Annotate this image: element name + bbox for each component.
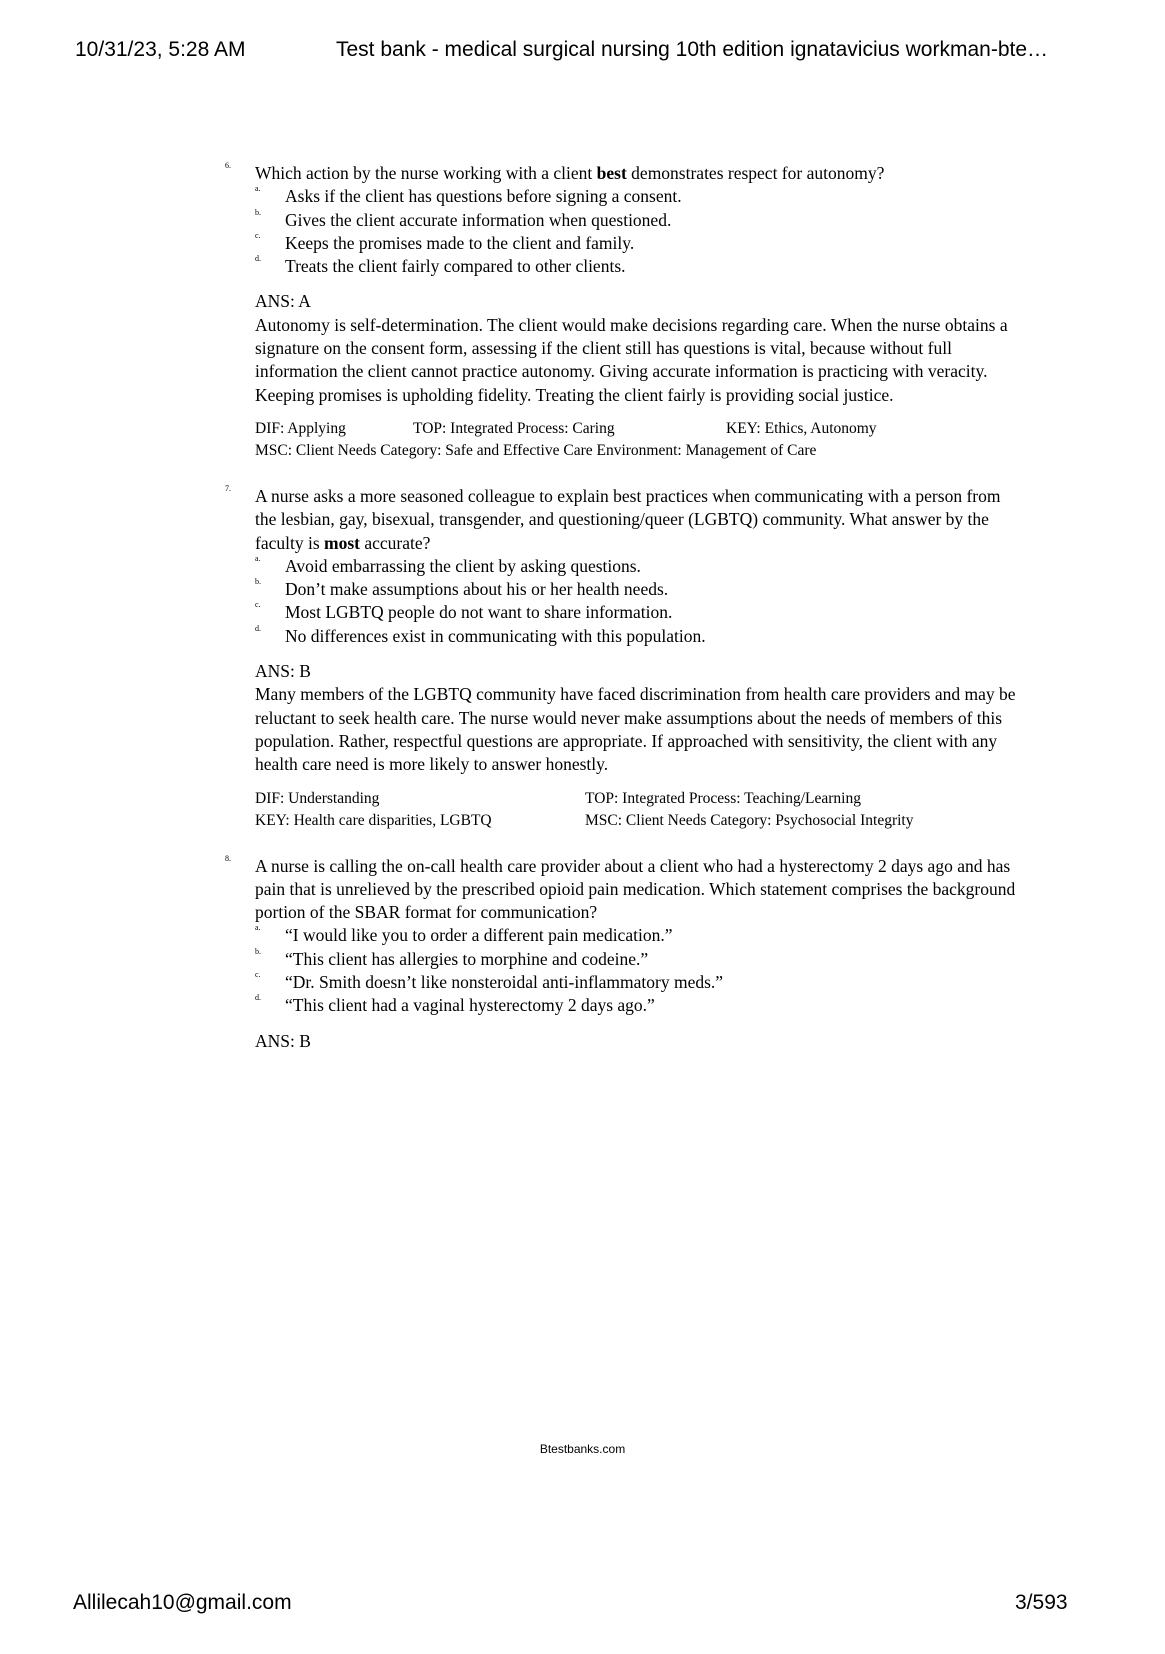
- question-stem: A nurse asks a more seasoned colleague to explain best practices when communicating with a person from the lesbian, gay, bisexual, transgender, and questioning/queer (LGBTQ) community. What answer by the faculty is most accurate?: [255, 485, 1001, 553]
- option-d: d. Treats the client fairly compared to other clients.: [255, 254, 626, 277]
- option-b: b. Gives the client accurate information when questioned.: [255, 207, 672, 230]
- option-a: a. “I would like you to order a different pain medication.”: [255, 923, 673, 946]
- question-7: [225, 483, 1025, 833]
- answer-options: [255, 555, 1025, 648]
- document-title: Test bank - medical surgical nursing 10th edition ignatavicius workman-bte…: [336, 38, 1049, 61]
- question-stem: Which action by the nurse working with a client best demonstrates respect for autonomy?: [255, 163, 885, 183]
- page-content: [225, 161, 1025, 1053]
- question-number: 6.: [225, 161, 231, 170]
- option-c: c. Keeps the promises made to the client and family.: [255, 230, 635, 253]
- question-6: [225, 161, 1025, 463]
- answer-key: ANS: B: [255, 661, 311, 682]
- option-a: a. Avoid embarrassing the client by asking questions.: [255, 553, 641, 576]
- page-number: 3/593: [1015, 1591, 1068, 1614]
- answer-key: ANS: B: [255, 1030, 311, 1051]
- answer-options: [255, 924, 1025, 1017]
- rationale: Many members of the LGBTQ community have faced discrimination from health care providers and may be reluctant to seek health care. The nurse would never make assumptions about the needs of members of this population. Rather, respectful questions are appropriate. If approached with sensitivity, the client with any health care need is more likely to answer honestly.: [255, 684, 1016, 775]
- option-d: d. “This client had a vaginal hysterectomy 2 days ago.”: [255, 993, 655, 1016]
- question-number: 7.: [225, 483, 231, 493]
- option-a: a. Asks if the client has questions before signing a consent.: [255, 184, 682, 207]
- option-b: b. Don’t make assumptions about his or her health needs.: [255, 577, 669, 600]
- footer-email: Allilecah10@gmail.com: [73, 1591, 292, 1614]
- rationale: Autonomy is self-determination. The client would make decisions regarding care. When the nurse obtains a signature on the consent form, assessing if the client still has questions is vital, because without full information the client cannot practice autonomy. Giving accurate information is practicing with veracity. Keeping promises is upholding fidelity. Treating the client fairly is providing social justice.: [255, 314, 1008, 405]
- emphasis-word: best: [596, 163, 627, 183]
- emphasis-word: most: [324, 532, 360, 553]
- question-metadata: [255, 418, 1025, 463]
- answer-key: ANS: A: [255, 291, 311, 312]
- msc: MSC: Client Needs Category: Psychosocial Integrity: [585, 812, 914, 830]
- difficulty: DIF: Understanding: [255, 789, 380, 807]
- question-8: [225, 853, 1025, 1053]
- keywords: KEY: Health care disparities, LGBTQ: [255, 812, 492, 830]
- topic: TOP: Integrated Process: Teaching/Learning: [585, 789, 861, 807]
- print-date: 10/31/23, 5:28 AM: [75, 38, 246, 61]
- difficulty: DIF: Applying: [255, 419, 346, 437]
- site-footer: Btestbanks.com: [539, 1442, 626, 1456]
- question-metadata: [255, 788, 1025, 833]
- option-c: c. “Dr. Smith doesn’t like nonsteroidal anti-inflammatory meds.”: [255, 970, 724, 993]
- question-stem: A nurse is calling the on-call health care provider about a client who had a hysterectomy 2 days ago and has pain that is unrelieved by the prescribed opioid pain medication. Which statement comprises the background portion of the SBAR format for communication?: [255, 855, 1016, 923]
- option-b: b. “This client has allergies to morphine and codeine.”: [255, 946, 649, 969]
- option-c: c. Most LGBTQ people do not want to share information.: [255, 600, 673, 623]
- option-d: d. No differences exist in communicating with this population.: [255, 623, 706, 646]
- question-number: 8.: [225, 853, 231, 863]
- keywords: KEY: Ethics, Autonomy: [726, 419, 877, 437]
- msc: MSC: Client Needs Category: Safe and Effective Care Environment: Management of Care: [255, 442, 817, 460]
- answer-options: [255, 185, 1025, 278]
- topic: TOP: Integrated Process: Caring: [413, 419, 615, 437]
